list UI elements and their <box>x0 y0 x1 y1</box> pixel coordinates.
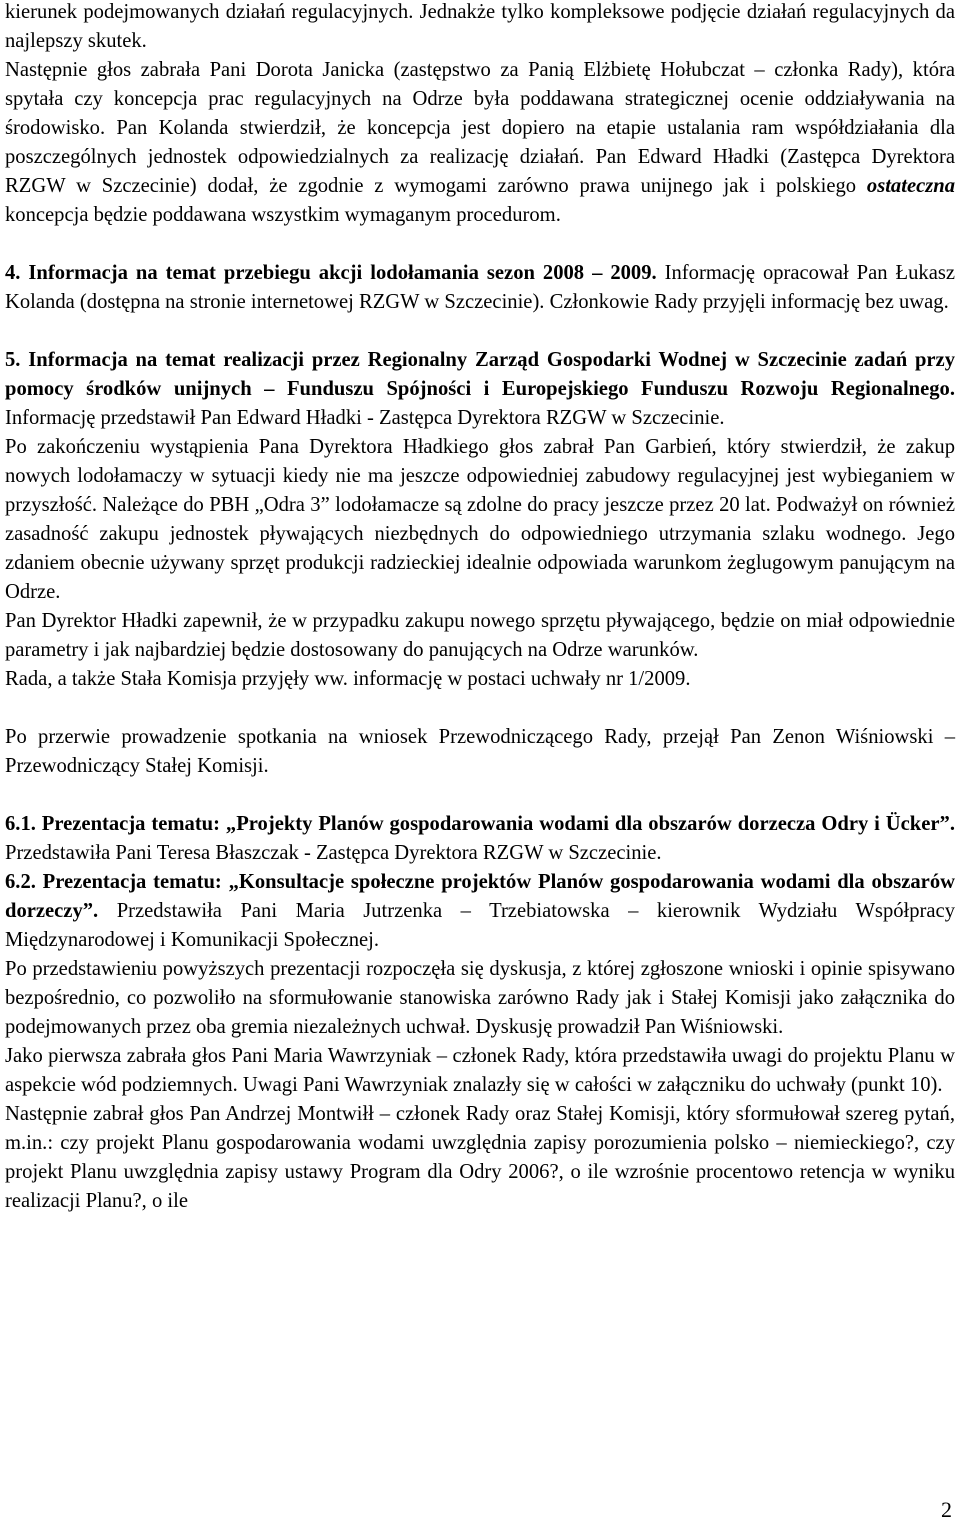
paragraph-text: Informację opracował Pan Łukasz Kolanda (dostępna na stronie internetowej RZGW w Szczecinie). Członkowie Rady przyjęli informację bez uwag. <box>5 262 956 313</box>
paragraph-p6 <box>5 607 955 665</box>
paragraph-p4 <box>5 346 955 433</box>
emphasis-text: 4. Informacja na temat przebiegu akcji lodołamania sezon 2008 – 2009. <box>5 262 657 284</box>
paragraph-p11 <box>5 955 955 1042</box>
paragraph-text: Przedstawiła Pani Teresa Błaszczak - Zastępca Dyrektora RZGW w Szczecinie. <box>5 842 662 864</box>
paragraph-p5 <box>5 433 955 607</box>
emphasis-text: 6.1. Prezentacja tematu: „Projekty Planów gospodarowania wodami dla obszarów dorzecza Odry i Ücker”. <box>5 813 955 835</box>
paragraph-text: Następnie zabrał głos Pan Andrzej Montwiłł – członek Rady oraz Stałej Komisji, który sformułował szereg pytań, m.in.: czy projekt Planu gospodarowania wodami uwzględnia zapisy porozumienia polsko – niemieckiego?, czy projekt Planu uwzględnia zapisy ustawy Program dla Odry 2006?, o ile wzrośnie procentowo retencja w wyniku realizacji Planu?, o ile <box>5 1103 955 1212</box>
paragraph-text: Przedstawiła Pani Maria Jutrzenka – Trzebiatowska – kierownik Wydziału Współpracy Międzynarodowej i Komunikacji Społecznej. <box>5 900 955 951</box>
paragraph-p13 <box>5 1100 955 1216</box>
paragraph-p3 <box>5 259 955 317</box>
paragraph-p1 <box>5 0 955 56</box>
paragraph-text: Po zakończeniu wystąpienia Pana Dyrektora Hładkiego głos zabrał Pan Garbień, który stwierdził, że zakup nowych lodołamaczy w sytuacji kiedy nie ma jeszcze odpowiedniej zabudowy regulacyjnej jest wybieganiem w przyszłość. Należące do PBH „Odra 3” lodołamacze są zdolne do pracy jeszcze przez 20 lat. Podważył on również zasadność zakupu jednostek pływających niezbędnych do odpowiedniego utrzymania szlaku wodnego. Jego zdaniem obecnie używany sprzęt produkcji radzieckiej idealnie odpowiada warunkom żeglugowym panującym na Odrze. <box>5 436 955 603</box>
paragraph-text: Po przerwie prowadzenie spotkania na wniosek Przewodniczącego Rady, przejął Pan Zenon Wiśniowski – Przewodniczący Stałej Komisji. <box>5 726 955 777</box>
paragraph-text: koncepcja będzie poddawana wszystkim wymaganym procedurom. <box>5 204 561 226</box>
paragraph-p12 <box>5 1042 955 1100</box>
paragraph-text: Pan Dyrektor Hładki zapewnił, że w przypadku zakupu nowego sprzętu pływającego, będzie on miał odpowiednie parametry i jak najbardziej będzie dostosowany do panujących na Odrze warunków. <box>5 610 955 661</box>
paragraph-text: Rada, a także Stała Komisja przyjęły ww. informację w postaci uchwały nr 1/2009. <box>5 668 691 690</box>
document-body <box>5 0 955 1216</box>
emphasis-text: ostateczna <box>866 175 955 197</box>
emphasis-text: 6.2. Prezentacja tematu: „Konsultacje społeczne projektów Planów gospodarowania wodami dla obszarów dorzeczy”. <box>5 871 955 922</box>
emphasis-text: 5. Informacja na temat realizacji przez Regionalny Zarząd Gospodarki Wodnej w Szczecinie zadań przy pomocy środków unijnych – Funduszu Spójności i Europejskiego Funduszu Rozwoju Regionalnego. <box>5 349 955 400</box>
paragraph-text: Jako pierwsza zabrała głos Pani Maria Wawrzyniak – członek Rady, która przedstawiła uwagi do projektu Planu w aspekcie wód podziemnych. Uwagi Pani Wawrzyniak znalazły się w całości w załączniku do uchwały (punkt 10). <box>5 1045 955 1096</box>
paragraph-text: Następnie głos zabrała Pani Dorota Janicka (zastępstwo za Panią Elżbietę Hołubczat – członka Rady), która spytała czy koncepcja prac regulacyjnych na Odrze była poddawana strategicznej ocenie oddziaływania na środowisko. Pan Kolanda stwierdził, że koncepcja jest dopiero na etapie ustalania ram współdziałania dla poszczególnych jednostek odpowiedzialnych za realizację działań. Pan Edward Hładki (Zastępca Dyrektora RZGW w Szczecinie) dodał, że zgodnie z wymogami zarówno prawa unijnego jak i polskiego <box>5 59 955 197</box>
paragraph-p9 <box>5 810 955 868</box>
paragraph-text: Informację przedstawił Pan Edward Hładki - Zastępca Dyrektora RZGW w Szczecinie. <box>5 407 725 429</box>
paragraph-p7 <box>5 665 955 694</box>
paragraph-text: kierunek podejmowanych działań regulacyjnych. Jednakże tylko kompleksowe podjęcie działań regulacyjnych da najlepszy skutek. <box>5 1 955 52</box>
paragraph-p8 <box>5 723 955 781</box>
paragraph-p10 <box>5 868 955 955</box>
page-number: 2 <box>941 1497 952 1522</box>
paragraph-text: Po przedstawieniu powyższych prezentacji rozpoczęła się dyskusja, z której zgłoszone wnioski i opinie spisywano bezpośrednio, co pozwoliło na sformułowanie stanowiska zarówno Rady jak i Stałej Komisji jako załącznika do podejmowanych przez oba gremia niezależnych uchwał. Dyskusję prowadził Pan Wiśniowski. <box>5 958 955 1038</box>
paragraph-p2 <box>5 56 955 230</box>
